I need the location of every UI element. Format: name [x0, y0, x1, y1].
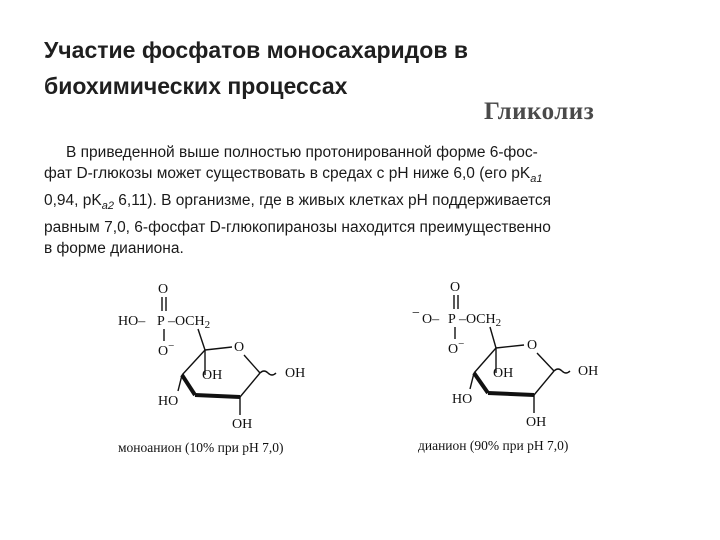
- monoanion-caption: моноанион (10% при pH 7,0): [118, 440, 284, 455]
- subscript-a1: a1: [530, 173, 543, 186]
- och2-text: –OCH: [168, 314, 205, 329]
- ho-label-low: HO: [158, 394, 179, 409]
- och2-subscript: 2: [495, 317, 502, 329]
- phosphate-o-minus: [448, 338, 464, 357]
- o-minus-o: O: [158, 344, 169, 359]
- phosphate-ho: HO–: [118, 314, 146, 329]
- oh-label-2: OH: [285, 366, 306, 381]
- phosphate-p: P: [157, 314, 165, 329]
- c2-c3-bond: [195, 395, 240, 397]
- phosphate-o-top: O: [158, 282, 169, 297]
- c1-c2-bond: [240, 373, 260, 397]
- ch2-c5-bond: [198, 329, 205, 350]
- phosphate-o-left: O–: [422, 312, 440, 327]
- phosphate-och2: [167, 314, 210, 331]
- phosphate-och2: [458, 312, 501, 329]
- o-minus-charge: −: [168, 340, 175, 352]
- dianion-svg: [410, 275, 670, 465]
- paragraph-line-1: В приведенной выше полностью протонированной форме 6-фос-: [66, 144, 538, 161]
- o-minus-charge: −: [458, 338, 465, 350]
- o-left-charge: −: [412, 306, 420, 321]
- c4-ho-bond: [178, 375, 182, 391]
- paragraph-line-3: [44, 190, 684, 217]
- slide-title: Участие фосфатов моносахаридов в биохимических процессах: [44, 37, 468, 99]
- c1-c2-bond: [534, 371, 554, 395]
- paragraph: [44, 142, 684, 259]
- c1-wavy-bond: [260, 371, 276, 375]
- oh-label-1: OH: [493, 366, 514, 381]
- c2-c3-bond: [488, 393, 534, 395]
- paragraph-line-3a-text: 0,94, pK: [44, 192, 102, 210]
- phosphate-o-top: O: [450, 280, 461, 295]
- oh-label-bottom: OH: [526, 415, 547, 430]
- c3-c4-bond: [182, 375, 195, 395]
- oh-label-1: OH: [202, 368, 223, 383]
- paragraph-line-2-text: фат D-глюкозы может существовать в средах с pH ниже 6,0 (его pK: [44, 165, 531, 182]
- subscript-a2: a2: [101, 200, 114, 213]
- c5-o-bond: [496, 345, 524, 348]
- monoanion-svg: [110, 275, 370, 465]
- o-c1-bond: [244, 355, 260, 373]
- phosphate-p: P: [448, 312, 456, 327]
- paragraph-line-4: равным 7,0, 6-фосфат D-глюкопиранозы находится преимущественно: [44, 219, 551, 237]
- paragraph-line-5: в форме дианиона.: [44, 240, 184, 258]
- dianion-structure: [410, 275, 670, 465]
- ring-oxygen: O: [527, 338, 538, 353]
- ch2-c5-bond: [490, 327, 496, 348]
- oh-label-2: OH: [578, 364, 599, 379]
- paragraph-line-3b-text: 6,11). В организме, где в живых клетках pH поддерживается: [114, 192, 552, 210]
- dianion-caption: дианион (90% при pH 7,0): [418, 438, 569, 453]
- c1-wavy-bond: [554, 369, 570, 373]
- o-c1-bond: [537, 353, 554, 371]
- phosphate-o-minus: [158, 340, 174, 359]
- c3-c4-bond: [474, 373, 488, 393]
- c4-ho-bond: [470, 373, 474, 389]
- paragraph-line-2: [44, 163, 684, 190]
- och2-text: –OCH: [459, 312, 496, 327]
- ho-label-low: HO: [452, 392, 473, 407]
- monoanion-structure: [110, 275, 370, 465]
- c5-o-bond: [205, 347, 232, 350]
- oh-label-bottom: OH: [232, 417, 253, 432]
- och2-subscript: 2: [204, 319, 211, 331]
- slide-subtitle: Гликолиз: [484, 98, 595, 125]
- o-minus-o: O: [448, 342, 459, 357]
- ring-oxygen: O: [234, 340, 245, 355]
